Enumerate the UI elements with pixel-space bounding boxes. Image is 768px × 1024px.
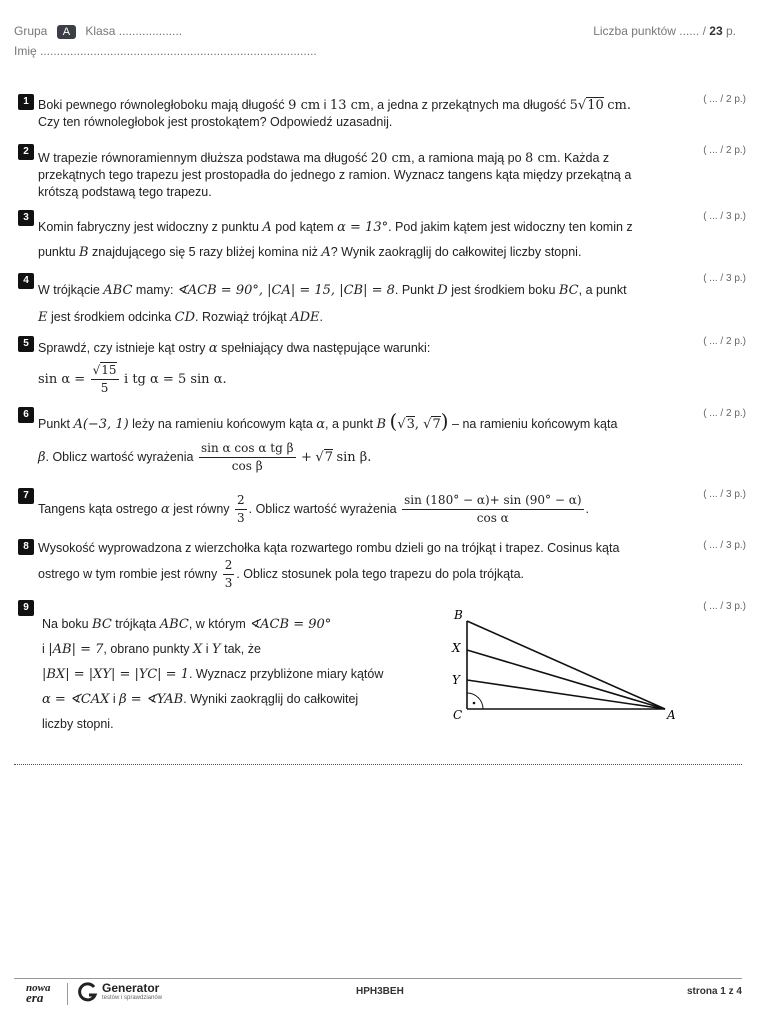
page-number: strona 1 z 4 xyxy=(686,986,742,997)
question-5-text: Sprawdź, czy istnieje kąt ostry α spełniający dwa następujące warunki: xyxy=(38,341,431,356)
question-number: 5 xyxy=(18,336,34,352)
question-number: 4 xyxy=(18,273,34,289)
nowa-era-logo: nowa era xyxy=(26,982,51,1005)
question-number: 1 xyxy=(18,94,34,110)
question-points: ( ... / 3 p.) xyxy=(703,540,746,551)
footer-rule xyxy=(14,978,742,979)
question-points: ( ... / 2 p.) xyxy=(703,94,746,105)
question-number: 6 xyxy=(18,407,34,423)
question-3-text: Komin fabryczny jest widoczny z punktu A pod kątem α = 13°. Pod jakim kątem jest widoczny ten komin z punktu B znajdującego się 5 razy bliżej komina niż A? Wynik zaokrąglij do całkowitej liczby stopni. xyxy=(38,220,633,260)
logo-divider xyxy=(67,983,68,1005)
side-ab xyxy=(467,621,665,709)
question-points: ( ... / 3 p.) xyxy=(703,211,746,222)
triangle-figure xyxy=(440,600,690,730)
generator-logo-icon xyxy=(78,982,98,1004)
question-number: 7 xyxy=(18,488,34,504)
question-8-text: Wysokość wyprowadzona z wierzchołka kąta rozwartego rombu dzieli go na trójkąt i trapez. Cosinus kąta ostrego w tym rombie jest równy $\frac{2}{3}$ . Oblicz stosunek pola tego trapezu do pola trójkąta. xyxy=(38,541,620,590)
test-code: HPH3BEH xyxy=(356,986,404,997)
question-2-text: W trapezie równoramiennym dłuższa podstawa ma długość 20 cm, a ramiona mają po 8 cm. Każda z przekątnych tego trapezu jest prostopadła do jednego z ramion. Wyznacz tangens kąta między przekątną a krótszą podstawą tego trapezu. xyxy=(38,151,632,199)
question-number: 8 xyxy=(18,539,34,555)
header-points xyxy=(593,24,736,38)
question-points: ( ... / 2 p.) xyxy=(703,336,746,347)
right-angle-mark xyxy=(467,693,483,709)
label-c: C xyxy=(453,708,463,722)
generator-logo: Generator testów i sprawdzianów xyxy=(102,981,163,1001)
segment-ax xyxy=(467,650,665,709)
name-dots: ................................................................................... xyxy=(40,44,317,58)
question-6-text: Punkt A(−3, 1) leży na ramieniu końcowym kąta α, a punkt B (√3, √7) – na ramieniu końcowym kąta xyxy=(38,409,618,433)
question-1-text: Boki pewnego równoległoboku mają długość 9 cm i 13 cm, a jedna z przekątnych ma długość 5√10 cm. Czy ten równoległobok jest prostokątem? Odpowiedź uzasadnij. xyxy=(38,98,631,129)
question-9-text: Na boku BC trójkąta ABC, w którym ∢ACB = 90° i |AB| = 7, obrano punkty X i Y tak, że |BX| = |XY| = |YC| = 1. Wyznacz przybliżone miary kątów α = ∢CAX i β = ∢YAB. Wyniki zaokrąglij do całkowitej liczby stopni. xyxy=(42,617,384,731)
question-points: ( ... / 3 p.) xyxy=(703,273,746,284)
points-label: Liczba punktów ...... / xyxy=(593,24,706,38)
group-label: Grupa xyxy=(14,24,48,38)
label-a: A xyxy=(667,708,676,722)
points-unit: p. xyxy=(725,24,736,38)
class-label: Klasa xyxy=(85,24,116,38)
question-number: 2 xyxy=(18,144,34,160)
question-points: ( ... / 2 p.) xyxy=(703,408,746,419)
question-7-text: Tangens kąta ostrego α jest równy $\frac{2}{3}$ . Oblicz wartość wyrażenia $\frac{\sin (180^\circ - \alpha)+ \sin (90^\circ - \alpha)}{\text{cos α}}$ . xyxy=(38,493,589,525)
class-dots: ................... xyxy=(118,24,183,38)
question-4-text: W trójkącie ABC mamy: ∢ACB = 90°, |CA| = 15, |CB| = 8. Punkt D jest środkiem boku BC, a punkt E jest środkiem odcinka CD. Rozwiąż trójkąt ADE. xyxy=(38,283,627,325)
label-b: B xyxy=(454,608,463,622)
question-number: 3 xyxy=(18,210,34,226)
question-6-formula: β. Oblicz wartość wyrażenia $\frac{\text{sin α cos α tg β}}{\text{cos β}}$ + √7 sin β. xyxy=(38,441,372,473)
question-number: 9 xyxy=(18,600,34,616)
section-divider xyxy=(14,764,742,765)
question-points: ( ... / 3 p.) xyxy=(703,601,746,612)
question-5-formula: sin α = $\frac{√15}{5}$ i tg α = 5 sin α. xyxy=(38,363,227,395)
segment-ay xyxy=(467,680,665,709)
question-points: ( ... / 3 p.) xyxy=(703,489,746,500)
group-badge: A xyxy=(57,25,76,39)
header-group-row xyxy=(14,24,182,39)
question-points: ( ... / 2 p.) xyxy=(703,145,746,156)
label-x: X xyxy=(452,641,461,655)
header-name-row xyxy=(14,44,317,58)
label-y: Y xyxy=(452,673,460,687)
points-total: 23 xyxy=(709,24,723,38)
name-label: Imię xyxy=(14,44,37,58)
right-angle-dot xyxy=(473,702,476,705)
